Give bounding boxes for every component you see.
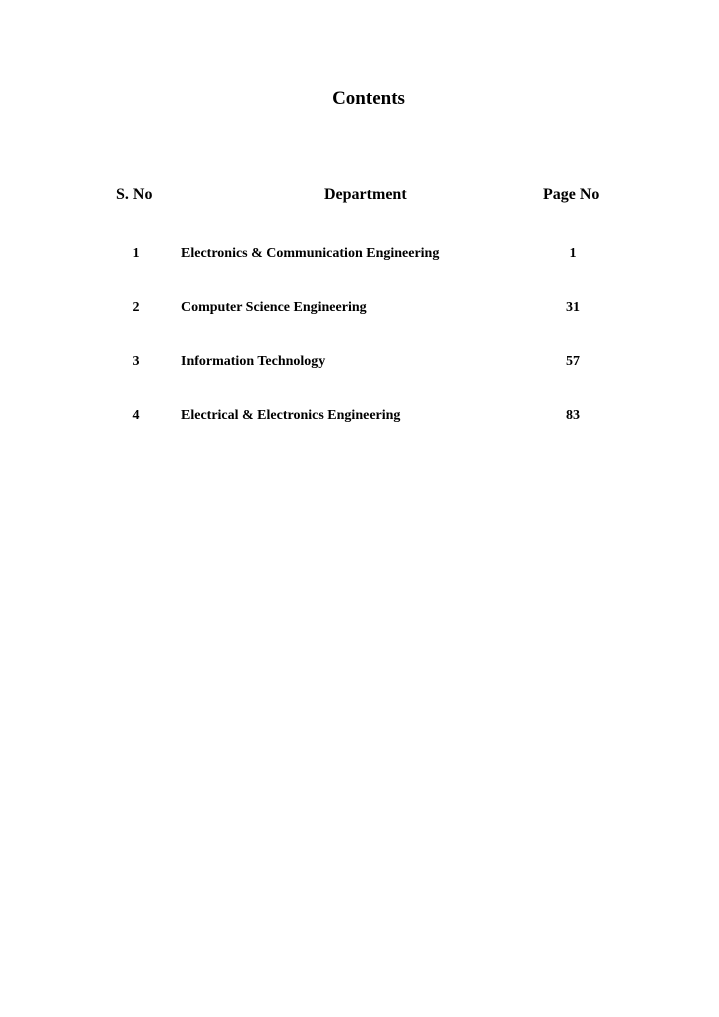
table-row <box>0 354 719 408</box>
page-title: Contents <box>332 88 405 109</box>
row-department: Computer Science Engineering <box>181 300 367 315</box>
row-department: Electrical & Electronics Engineering <box>181 408 401 423</box>
row-sno: 4 <box>132 408 140 423</box>
row-department: Information Technology <box>181 354 326 369</box>
row-sno: 1 <box>132 246 140 261</box>
table-row <box>0 246 719 300</box>
row-sno: 3 <box>132 354 140 369</box>
row-page: 57 <box>566 354 580 369</box>
row-page: 1 <box>569 246 577 261</box>
header-sno: S. No <box>116 186 153 203</box>
row-department: Electronics & Communication Engineering <box>181 246 440 261</box>
contents-table <box>0 246 719 462</box>
row-page: 31 <box>566 300 580 315</box>
row-sno: 2 <box>132 300 140 315</box>
table-row <box>0 300 719 354</box>
header-page-no: Page No <box>543 186 600 203</box>
table-row <box>0 408 719 462</box>
header-department: Department <box>324 186 407 203</box>
row-page: 83 <box>566 408 580 423</box>
